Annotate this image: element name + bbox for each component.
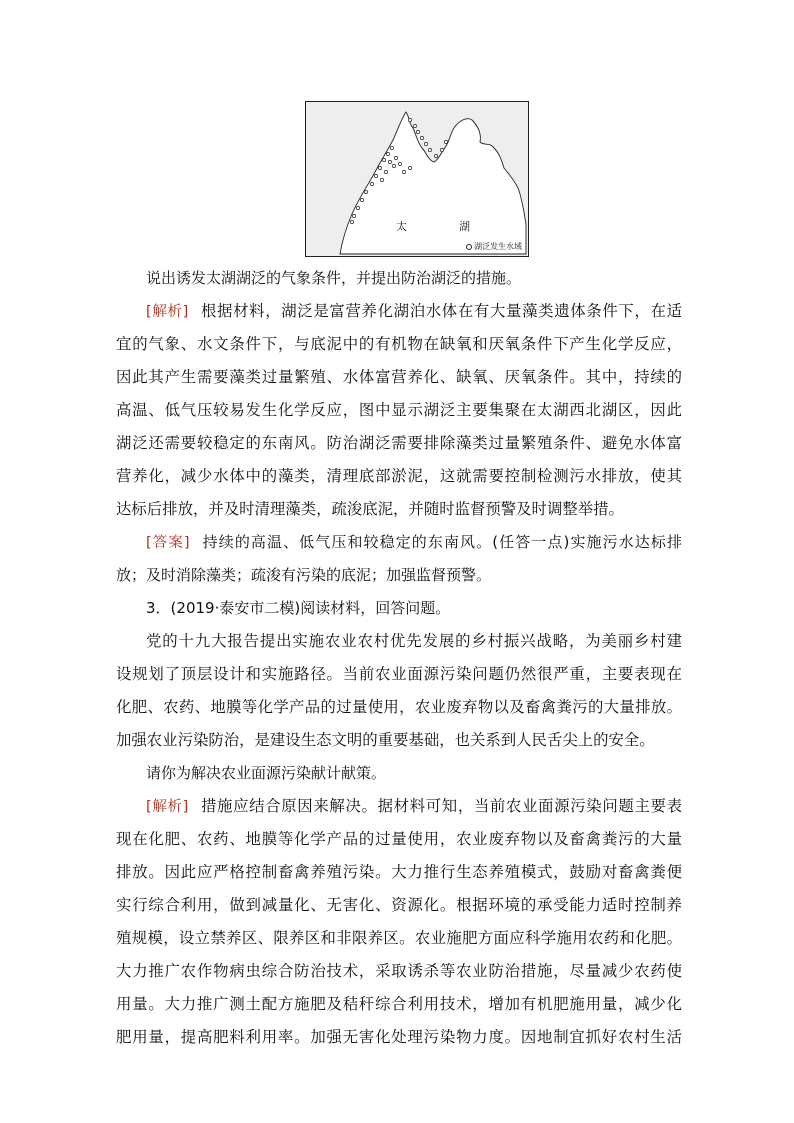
bloom-marker — [444, 140, 447, 143]
q3-analysis-text: 措施应结合原因来解决。据材料可知，当前农业面源污染问题主要表 — [200, 797, 682, 815]
q2-analysis-line: 达标后排放，并及时清理藻类，疏浚底泥，并随时监督预警及时调整举措。 — [116, 500, 624, 518]
answer-tag: [答案] — [146, 535, 190, 551]
bloom-marker — [394, 156, 397, 159]
map-legend — [466, 241, 522, 252]
bloom-marker — [378, 166, 381, 169]
analysis-tag: [解析] — [146, 304, 189, 320]
analysis-tag: [解析] — [146, 799, 189, 815]
q3-analysis-line — [116, 790, 682, 823]
lake-map-drawing — [306, 102, 528, 256]
lake-map-figure — [305, 101, 529, 257]
bloom-marker — [434, 154, 437, 157]
bloom-marker — [440, 148, 443, 151]
q3-analysis-line: 排放。因此应严格控制畜禽养殖污染。大力推行生态养殖模式，鼓励对畜禽粪便 — [116, 863, 682, 881]
q3-analysis-line: 殖规模，设立禁养区、限养区和非限养区。农业施肥方面应科学施用农药和化肥。 — [116, 929, 682, 947]
bloom-marker — [392, 164, 395, 167]
q2-answer-text: 持续的高温、低气压和较稳定的东南风。(任答一点)实施污水达标排 — [201, 533, 682, 551]
bloom-marker — [402, 170, 405, 173]
q2-question: 说出诱发太湖湖泛的气象条件，并提出防治湖泛的措施。 — [146, 269, 522, 287]
q3-analysis-line: 现在化肥、农药、地膜等化学产品的过量使用，农业废弃物以及畜禽粪污的大量 — [116, 830, 682, 848]
q2-analysis-text: 根据材料，湖泛是富营养化湖泊水体在有大量藻类遗体条件下，在适 — [200, 302, 682, 320]
q3-material-line: 化肥、农药、地膜等化学产品的过量使用，农业废弃物以及畜禽粪污的大量排放。 — [116, 698, 682, 716]
bloom-marker — [374, 174, 377, 177]
bloom-legend-icon — [466, 244, 472, 250]
q2-analysis-line: 湖泛还需要较稳定的东南风。防治湖泛需要排除藻类过量繁殖条件、避免水体富 — [116, 434, 682, 452]
map-lake-label-left: 太 — [396, 220, 407, 233]
q3-heading: 3．(2019·泰安市二模)阅读材料，回答问题。 — [146, 599, 451, 617]
q2-answer-line — [116, 526, 682, 559]
q3-analysis-line: 肥用量，提高肥料利用率。加强无害化处理污染物力度。因地制宜抓好农村生活 — [116, 1028, 682, 1046]
bloom-marker — [384, 170, 387, 173]
q3-material-line: 党的十九大报告提出实施农业农村优先发展的乡村振兴战略，为美丽乡村建 — [146, 632, 682, 650]
q3-analysis-line: 用量。大力推广测土配方施肥及秸秆综合利用技术，增加有机肥施用量，减少化 — [116, 995, 682, 1013]
bloom-marker — [408, 166, 411, 169]
bloom-marker — [382, 158, 385, 161]
q2-analysis-line: 宜的气象、水文条件下，与底泥中的有机物在缺氧和厌氧条件下产生化学反应， — [116, 335, 682, 353]
document-body — [116, 262, 682, 1054]
bloom-marker — [356, 206, 359, 209]
lake-water-area — [340, 112, 526, 254]
bloom-marker — [390, 146, 393, 149]
bloom-marker — [350, 220, 353, 223]
bloom-marker — [370, 182, 373, 185]
bloom-marker — [360, 198, 363, 201]
map-legend-label: 湖泛发生水域 — [474, 242, 522, 251]
bloom-marker — [352, 214, 355, 217]
bloom-marker — [398, 162, 401, 165]
bloom-marker — [424, 142, 427, 145]
q3-material-line: 加强农业污染防治，是建设生态文明的重要基础，也关系到人民舌尖上的安全。 — [116, 731, 655, 749]
bloom-marker — [420, 136, 423, 139]
q3-analysis-line: 大力推广农作物病虫综合防治技术，采取诱杀等农业防治措施，尽量减少农药使 — [116, 962, 682, 980]
bloom-marker — [364, 190, 367, 193]
bloom-marker — [413, 124, 416, 127]
map-lake-label-right: 湖 — [459, 220, 470, 233]
q2-analysis-line — [116, 295, 682, 328]
q2-analysis-line: 高温、低气压较易发生化学反应，图中显示湖泛主要集聚在太湖西北湖区，因此 — [116, 401, 682, 419]
q2-answer-line: 放；及时消除藻类；疏浚有污染的底泥；加强监督预警。 — [116, 566, 492, 584]
q2-analysis-line: 营养化，减少水体中的藻类，清理底部淤泥，这就需要控制检测污水排放，使其 — [116, 467, 682, 485]
q3-material-line: 设规划了顶层设计和实施路径。当前农业面源污染问题仍然很严重，主要表现在 — [116, 665, 682, 683]
bloom-marker — [408, 118, 411, 121]
bloom-marker — [428, 148, 431, 151]
bloom-marker — [416, 130, 419, 133]
bloom-marker — [386, 152, 389, 155]
q3-analysis-line: 实行综合利用，做到减量化、无害化、资源化。根据环境的承受能力适时控制养 — [116, 896, 682, 914]
bloom-marker — [388, 160, 391, 163]
q2-analysis-line: 因此其产生需要藻类过量繁殖、水体富营养化、缺氧、厌氧条件。其中，持续的 — [116, 368, 682, 386]
bloom-marker — [380, 178, 383, 181]
q3-question: 请你为解决农业面源污染献计献策。 — [146, 764, 387, 782]
